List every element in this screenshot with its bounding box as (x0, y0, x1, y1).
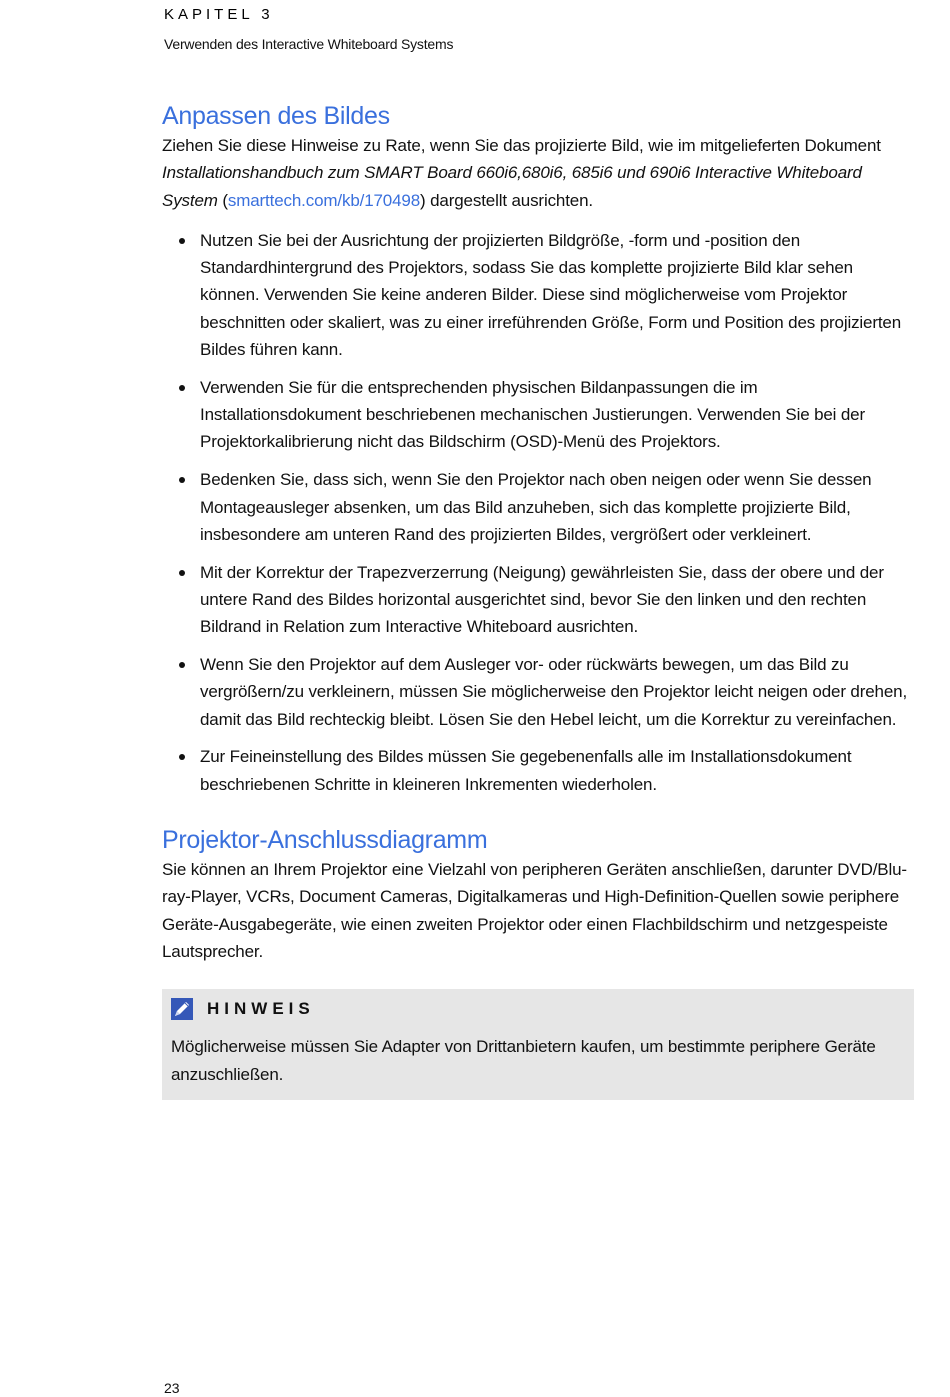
page-content (162, 100, 914, 1100)
bullet-icon (179, 385, 185, 391)
bullet-icon (179, 570, 185, 576)
list-item (162, 743, 914, 798)
note-text: Möglicherweise müssen Sie Adapter von Drittanbietern kaufen, um bestimmte periphere Geräte anzuschließen. (171, 1037, 876, 1084)
note-box (162, 989, 914, 1100)
list-item-text: Verwenden Sie für die entsprechenden physischen Bildanpassungen die im Installationsdokument beschriebenen mechanischen Justierungen. Verwenden Sie bei der Projektorkalibrierung nicht das Bildschirm (OSD)-Menü des Projektors. (200, 377, 866, 452)
list-item-text: Wenn Sie den Projektor auf dem Ausleger vor- oder rückwärts bewegen, um das Bild zu vergrößern/zu verkleinern, müssen Sie möglicherweise den Projektor leicht neigen oder drehen, damit das Bild rechteckig bleibt. Lösen Sie den Hebel leicht, um die Korrektur zu vereinfachen. (200, 655, 908, 729)
bullet-icon (179, 477, 185, 483)
intro-paragraph (162, 132, 914, 214)
page-number: 23 (164, 1380, 180, 1396)
section-connection-diagram (162, 824, 914, 965)
pencil-note-icon (171, 998, 193, 1020)
list-item-text: Zur Feineinstellung des Bildes müssen Sie gegebenenfalls alle im Installationsdokument beschriebenen Schritte in kleineren Inkrementen wiederholen. (200, 747, 852, 794)
list-item (162, 559, 914, 641)
note-header (171, 997, 905, 1021)
bullet-icon (179, 754, 185, 760)
note-title: HINWEIS (207, 999, 315, 1019)
section-image-adjustment (162, 100, 914, 798)
document-title: Installationshandbuch zum SMART Board 660i6,680i6, 685i6 und 690i6 Interactive Whiteboard System (162, 163, 862, 210)
list-item (162, 651, 914, 733)
bullet-icon (179, 662, 185, 668)
kb-link[interactable]: smarttech.com/kb/170498 (227, 190, 421, 210)
link-open: ( (217, 190, 228, 210)
bullet-icon (179, 238, 185, 244)
list-item-text: Bedenken Sie, dass sich, wenn Sie den Projektor nach oben neigen oder wenn Sie dessen Montageausleger absenken, um das Bild anzuheben, sich das komplette projizierte Bild, insbesondere am unteren Rand des projizierten Bildes, vergrößert oder verkleinert. (200, 470, 872, 544)
chapter-subtitle: Verwenden des Interactive Whiteboard Systems (164, 36, 454, 52)
list-item-text: Nutzen Sie bei der Ausrichtung der projizierten Bildgröße, -form und -position den Standardhintergrund des Projektors, sodass Sie das komplette projizierte Bild klar sehen können. Verwenden Sie keine anderen Bilder. Diese sind möglicherweise vom Projektor beschnitten oder skaliert, was zu einer irreführenden Größe, Form und Position des projizierten Bildes führen kann. (200, 230, 902, 360)
section-heading: Anpassen des Bildes (162, 102, 390, 130)
chapter-label: KAPITEL 3 (164, 6, 274, 23)
list-item (162, 466, 914, 548)
section-heading: Projektor-Anschlussdiagramm (162, 826, 488, 855)
intro-text: Ziehen Sie diese Hinweise zu Rate, wenn Sie das projizierte Bild, wie im mitgelieferten Dokument (162, 136, 881, 155)
intro-text-end: ) dargestellt ausrichten. (420, 190, 593, 210)
hint-list (162, 227, 914, 798)
section-body: Sie können an Ihrem Projektor eine Vielzahl von peripheren Geräten anschließen, darunter DVD/Blu-ray-Player, VCRs, Document Cameras, Digitalkameras und High-Definition-Quellen sowie periphere Geräte-Ausgabegeräte, wie einen zweiten Projektor oder einen Flachbildschirm und netzgespeiste Lautsprecher. (162, 860, 907, 961)
list-item (162, 374, 914, 456)
list-item (162, 227, 914, 363)
list-item-text: Mit der Korrektur der Trapezverzerrung (Neigung) gewährleisten Sie, dass der obere und der untere Rand des Bildes horizontal ausgerichtet sind, bevor Sie den linken und den rechten Bildrand in Relation zum Interactive Whiteboard ausrichten. (200, 562, 884, 637)
